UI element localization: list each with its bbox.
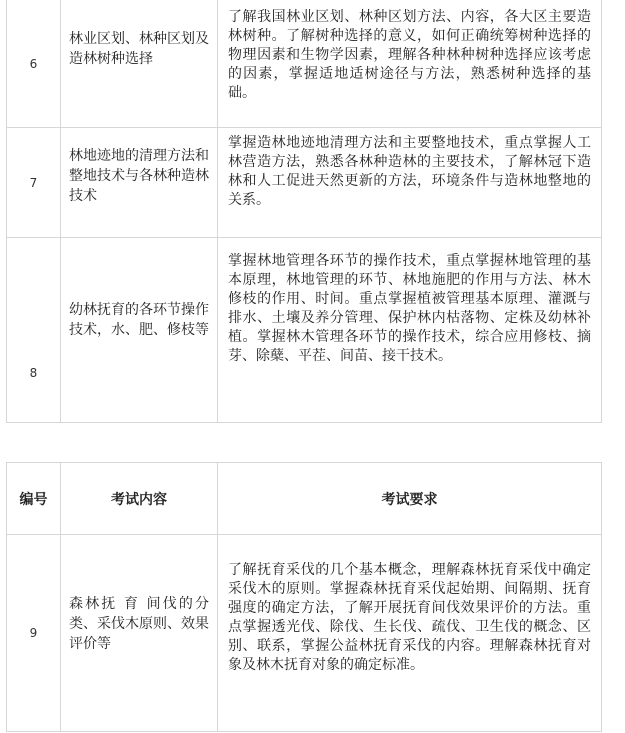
header-number: 编号 <box>7 463 61 535</box>
header-requirement: 考试要求 <box>218 463 602 535</box>
table-row <box>7 0 602 128</box>
exam-requirement <box>218 0 602 128</box>
exam-content: 林地迹地的清理方法和整地技术与各林种造林技术 <box>61 128 218 238</box>
course-table-top <box>6 0 602 423</box>
exam-content: 森林抚 育 间伐的分类、采伐木原则、效果评价等 <box>61 535 218 732</box>
requirement-text: 了解抚育采伐的几个基本概念，理解森林抚育采伐中确定采伐木的原则。掌握森林抚育采伐起始期、间隔期、抚育强度的确定方法，了解开展抚育间伐效果评价的方法。重点掌握透光伐、除伐、生长伐、疏伐、卫生伐的概念、区别、联系，掌握公益林抚育采伐的内容。理解森林抚育对象及林木抚育对象的确定标准。 <box>228 562 591 673</box>
row-number: 6 <box>7 0 61 128</box>
exam-requirement <box>218 535 602 732</box>
exam-requirement <box>218 128 602 238</box>
table-row <box>7 128 602 238</box>
row-number: 8 <box>7 238 61 423</box>
header-content: 考试内容 <box>61 463 218 535</box>
table-header-row <box>7 463 602 535</box>
table-row <box>7 535 602 732</box>
requirement-text: 掌握林地管理各环节的操作技术，重点掌握林地管理的基本原理，林地管理的环节、林地施肥的作用与方法、林木修枝的作用、时间。重点掌握植被管理基本原理、灌溉与排水、土壤及养分管理、保护林内枯落物、定株及幼林补植。掌握林木管理各环节的操作技术，综合应用修枝、摘芽、除蘖、平茬、间苗、接干技术。 <box>228 253 591 364</box>
exam-requirement <box>218 238 602 423</box>
requirement-text: 掌握造林地迹地清理方法和主要整地技术，重点掌握人工林营造方法，熟悉各林种造林的主要技术，了解林冠下造林和人工促进天然更新的方法，环境条件与造林地整地的关系。 <box>228 135 591 208</box>
row-number: 7 <box>7 128 61 238</box>
table-row <box>7 238 602 423</box>
exam-content: 林业区划、林种区划及造林树种选择 <box>61 0 218 128</box>
requirement-text: 了解我国林业区划、林种区划方法、内容，各大区主要造林树种。了解树种选择的意义，如何正确统筹树种选择的物理因素和生物学因素，理解各种林种树种选择应该考虑的因素，掌握适地适树途径与方法，熟悉树种选择的基础。 <box>228 9 591 101</box>
row-number: 9 <box>7 535 61 732</box>
course-table-bottom <box>6 462 602 732</box>
exam-content: 幼林抚育的各环节操作技术，水、肥、修枝等 <box>61 238 218 423</box>
